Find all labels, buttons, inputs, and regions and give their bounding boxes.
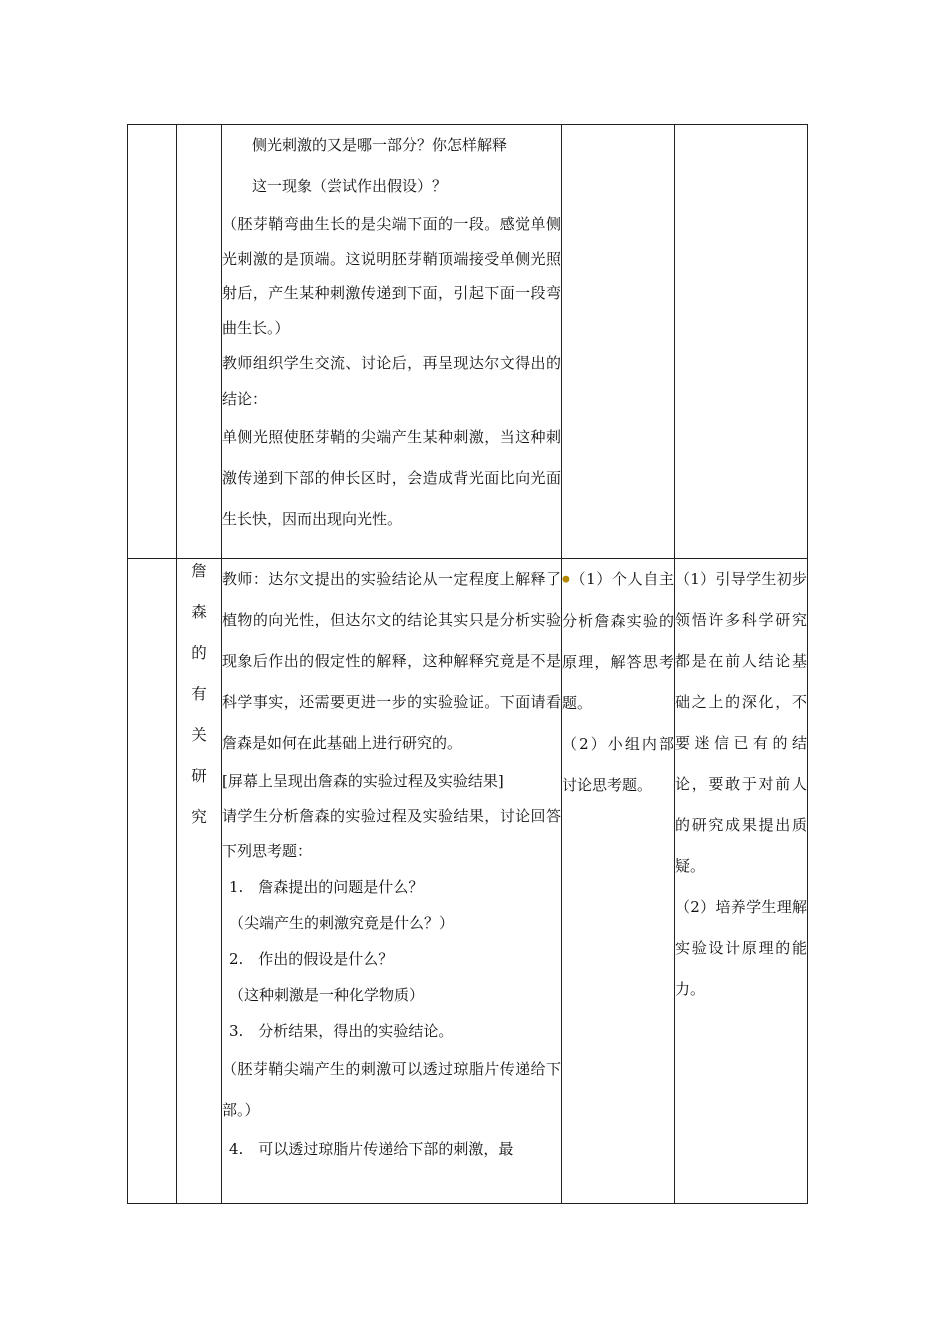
bullet-dot-icon: ● (562, 574, 571, 585)
table-row (128, 125, 808, 559)
topic-char: 究 (191, 808, 207, 826)
screen-note: [屏幕上呈现出詹森的实验过程及实验结果] (222, 772, 504, 790)
intent-cell (675, 125, 808, 559)
design-intent-cell (675, 559, 808, 1204)
student-activity-2: （2）小组内部讨论思考题。 (562, 734, 674, 794)
topic-cell (177, 125, 222, 559)
topic-cell (177, 559, 222, 1204)
question-1: 1. 詹森提出的问题是什么？ (229, 878, 424, 896)
topic-char: 关 (191, 726, 207, 744)
teacher-note: 教师组织学生交流、讨论后，再呈现达尔文得出的结论： (222, 354, 561, 408)
darwin-conclusion: 单侧光照使胚芽鞘的尖端产生某种刺激，当这种刺激传递到下部的伸长区时，会造成背光面比向光面生长快，因而出现向光性。 (222, 428, 561, 528)
question-line: 侧光刺激的又是哪一部分？你怎样解释 (252, 136, 508, 154)
question-line: 这一现象（尝试作出假设）？ (252, 177, 448, 195)
design-intent-1: （1）引导学生初步领悟许多科学研究都是在前人结论基础之上的深化，不要迷信已有的结论，要敢于对前人的研究成果提出质疑。 (675, 570, 807, 875)
topic-char: 詹 (191, 562, 207, 580)
answer-2: （这种刺激是一种化学物质） (229, 986, 425, 1004)
lesson-plan-table (127, 124, 808, 1204)
discussion-prompt: 请学生分析詹森的实验过程及实验结果，讨论回答下列思考题： (222, 807, 561, 860)
topic-char: 研 (191, 767, 207, 785)
stage-cell (128, 559, 177, 1204)
design-intent-2: （2）培养学生理解实验设计原理的能力。 (675, 898, 807, 998)
question-3: 3. 分析结果，得出的实验结论。 (229, 1022, 454, 1040)
table-row (128, 559, 808, 1204)
question-2: 2. 作出的假设是什么？ (229, 950, 394, 968)
content-cell (222, 125, 562, 559)
stage-cell (128, 125, 177, 559)
topic-char: 有 (191, 685, 207, 703)
answer-text: （胚芽鞘弯曲生长的是尖端下面的一段。感觉单侧光刺激的是顶端。这说明胚芽鞘顶端接受单侧光照射后，产生某种刺激传递到下面，引起下面一段弯曲生长。） (222, 215, 561, 337)
teacher-intro: 教师：达尔文提出的实验结论从一定程度上解释了植物的向光性，但达尔文的结论其实只是分析实验现象后作出的假定性的解释，这种解释究竟是不是科学事实，还需要更进一步的实验验证。下面请看詹森是如何在此基础上进行研究的。 (222, 570, 561, 752)
student-activity-cell (562, 559, 675, 1204)
topic-char: 的 (191, 644, 207, 662)
student-cell (562, 125, 675, 559)
topic-char: 森 (191, 603, 207, 621)
answer-1: （尖端产生的刺激究竟是什么？） (229, 914, 455, 932)
answer-3: （胚芽鞘尖端产生的刺激可以透过琼脂片传递给下部。） (222, 1060, 561, 1119)
content-cell (222, 559, 562, 1204)
student-activity-1: ●（1）个人自主分析詹森实验的原理，解答思考题。 (562, 570, 674, 712)
question-4: 4. 可以透过琼脂片传递给下部的刺激，最 (229, 1140, 514, 1158)
